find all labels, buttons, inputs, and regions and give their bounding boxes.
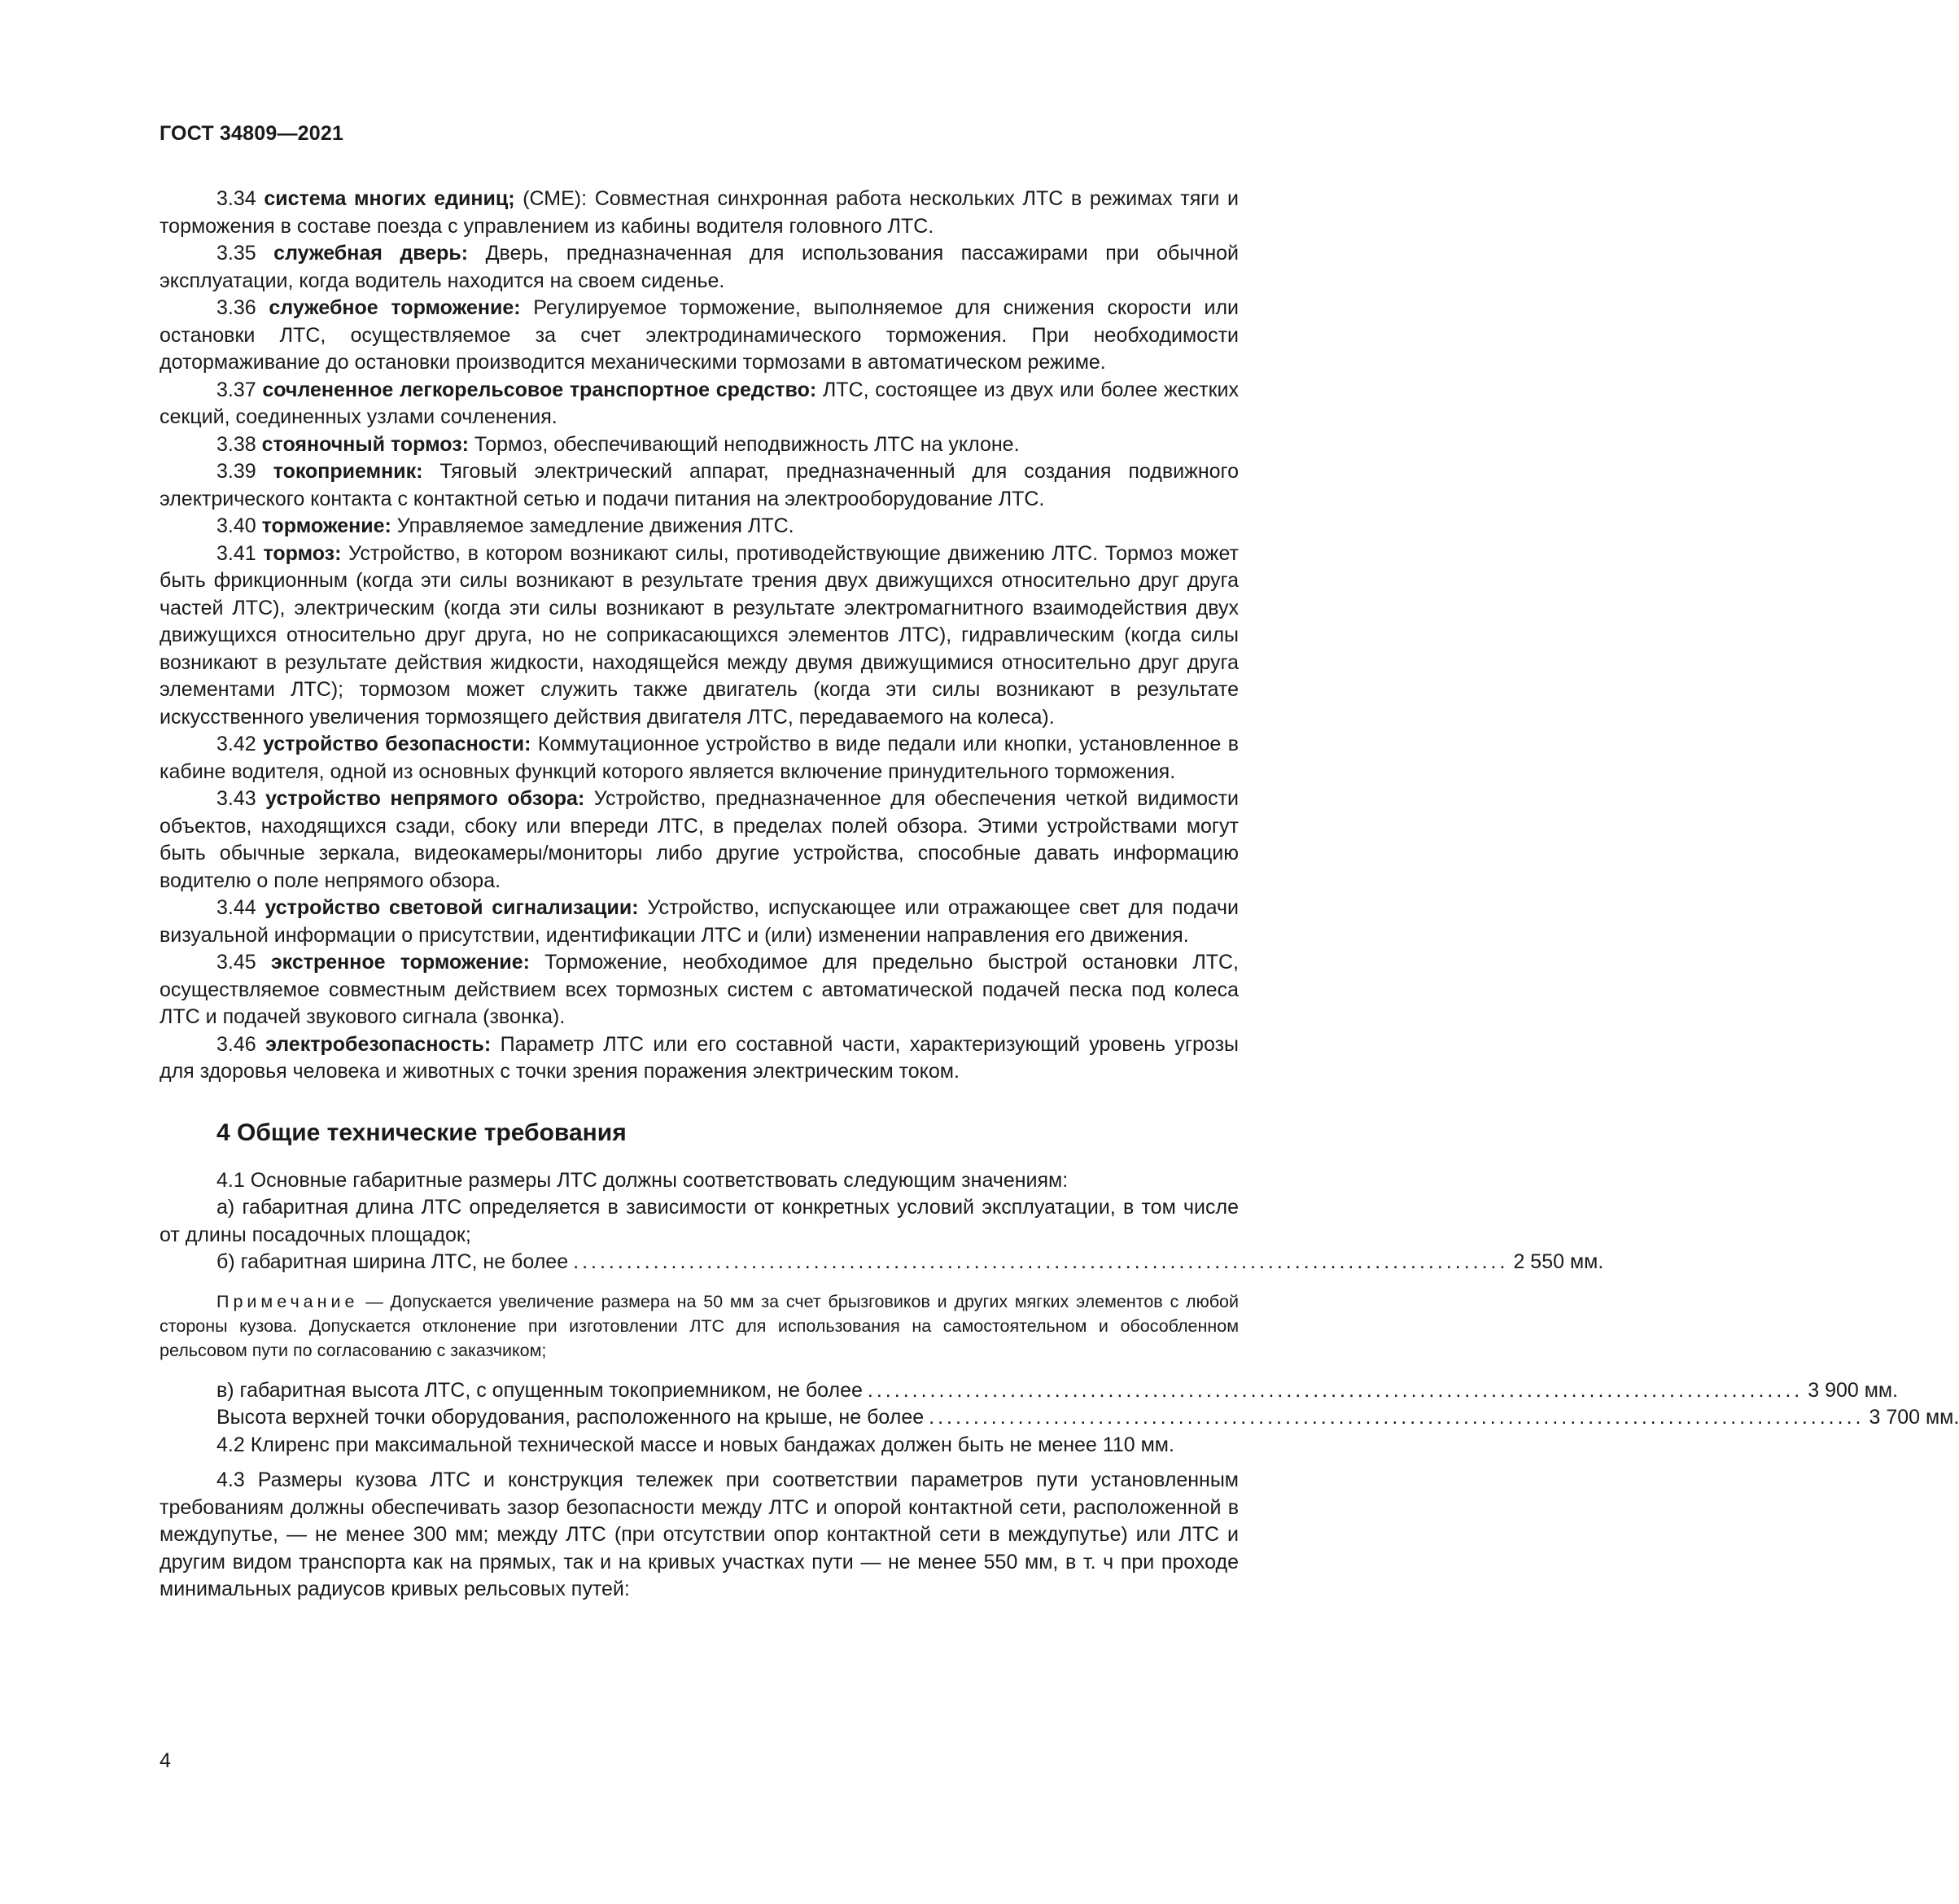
list-item-v-label: в) габаритная высота ЛТС, с опущенным токоприемником, не более: [216, 1378, 863, 1402]
term-number: 3.40: [216, 514, 256, 537]
term-text: (СМЕ): Совместная синхронная работа нескольких ЛТС в режимах тяги и торможения в составе поезда с управлением из кабины водителя головного ЛТС.: [160, 187, 1239, 238]
term-definition: [160, 731, 1239, 786]
term-text: Дверь, предназначенная для использования пассажирами при обычной эксплуатации, когда водитель находится на своем сиденье.: [160, 242, 1239, 292]
note-text: — Допускается увеличение размера на 50 мм за счет брызговиков и других мягких элементов с любой стороны кузова. Допускается отклонение при изготовлении ЛТС для использования на самостоятельном и обособленном рельсовом пути по согласованию с заказчиком;: [160, 1291, 1239, 1360]
list-item-v-value: 3 900 мм.: [1808, 1378, 1899, 1402]
term-definition: [160, 786, 1239, 895]
standard-code: ГОСТ 34809—2021: [160, 122, 344, 145]
paragraph-4-3: 4.3 Размеры кузова ЛТС и конструкция тележек при соответствии параметров пути установленным требованиям должны обеспечивать зазор безопасности между ЛТС и опорой контактной сети, расположенной в междупутье, — не менее 300 мм; между ЛТС (при отсутствии опор контактной сети в междупутье) или ЛТС и другим видом транспорта как на прямых, так и на кривых участках пути — не менее 550 мм, в т. ч при проходе минимальных радиусов кривых рельсовых путей:: [160, 1468, 1239, 1600]
roof-height-value: 3 700 мм.: [1869, 1406, 1959, 1429]
term-number: 3.43: [216, 787, 256, 810]
term-text: Регулируемое торможение, выполняемое для снижения скорости или остановки ЛТС, осуществляемое за счет электродинамического торможения. При необходимости дотормаживание до остановки производится механическими тормозами в автоматическом режиме.: [160, 296, 1239, 374]
term-number: 3.45: [216, 951, 256, 974]
term-name: тормоз:: [263, 541, 342, 565]
term-definition: [160, 949, 1239, 1031]
list-item-b: [160, 1249, 1604, 1276]
term-name: служебная дверь:: [273, 242, 469, 265]
term-name: система многих единиц;: [264, 187, 515, 210]
term-text: Устройство, предназначенное для обеспечения четкой видимости объектов, находящихся сзади, сбоку или впереди ЛТС, в пределах полей обзора. Этими устройствами могут быть обычные зеркала, видеокамеры/мониторы либо другие устройства, способные давать информацию водителю о поле непрямого обзора.: [160, 787, 1239, 892]
term-number: 3.35: [216, 242, 256, 265]
term-text: Устройство, в котором возникают силы, противодействующие движению ЛТС. Тормоз может быть фрикционным (когда эти силы возникают в результате трения двух движущихся относительно друг друга частей ЛТС), электрическим (когда эти силы возникают в результате электромагнитного взаимодействия двух движущихся относительно друг друга, но не соприкасающихся элементов ЛТС), гидравлическим (когда силы возникают в результате действия жидкости, находящейся между двумя движущимися относительно друг друга элементами ЛТС); тормозом может служить также двигатель (когда эти силы возникают в результате искусственного увеличения тормозящего действия двигателя ЛТС, передаваемого на колеса).: [160, 541, 1239, 729]
leader-dots: .........................................................................................................: [573, 1250, 1509, 1273]
roof-height-line: [160, 1404, 1959, 1432]
term-definition: [160, 1031, 1239, 1086]
term-number: 3.37: [216, 378, 256, 401]
page-content: [160, 186, 1959, 1604]
page-number: 4: [160, 1749, 171, 1772]
term-definition: [160, 541, 1239, 732]
term-name: стояночный тормоз:: [261, 432, 469, 456]
list-item-a: а) габаритная длина ЛТС определяется в зависимости от конкретных условий эксплуатации, в том числе от длины посадочных площадок;: [160, 1196, 1239, 1246]
term-text: Коммутационное устройство в виде педали или кнопки, установленное в кабине водителя, одной из основных функций которого является включение принудительного торможения.: [160, 733, 1239, 783]
term-number: 3.36: [216, 296, 256, 319]
term-definition: [160, 186, 1239, 240]
section-title: 4 Общие технические требования: [216, 1118, 627, 1146]
term-name: экстренное торможение:: [270, 951, 530, 974]
term-definition: [160, 513, 1239, 541]
term-text: Торможение, необходимое для предельно быстрой остановки ЛТС, осуществляемое совместным действием всех тормозных систем с автоматической подачей песка под колеса ЛТС и подачей звукового сигнала (звонка).: [160, 951, 1239, 1028]
paragraph-4-2: 4.2 Клиренс при максимальной технической массе и новых бандажах должен быть не менее 110 мм.: [216, 1433, 1174, 1456]
term-number: 3.41: [216, 541, 256, 565]
terms-list: [160, 186, 1239, 1086]
term-text: Управляемое замедление движения ЛТС.: [391, 514, 794, 537]
term-text: Параметр ЛТС или его составной части, характеризующий уровень угрозы для здоровья человека и животных с точки зрения поражения электрическим током.: [160, 1032, 1239, 1083]
term-text: Тормоз, обеспечивающий неподвижность ЛТС на уклоне.: [468, 432, 1020, 456]
note: [160, 1289, 1239, 1363]
term-name: торможение:: [261, 514, 391, 537]
list-item-v: [160, 1377, 1899, 1405]
term-definition: [160, 431, 1239, 459]
term-definition: [160, 458, 1239, 513]
term-number: 3.44: [216, 896, 256, 919]
term-name: устройство непрямого обзора:: [265, 787, 585, 810]
term-name: устройство безопасности:: [263, 733, 531, 755]
roof-height-label: Высота верхней точки оборудования, расположенного на крыше, не более: [216, 1406, 925, 1429]
term-name: устройство световой сигнализации:: [265, 896, 639, 919]
paragraph-4-1: 4.1 Основные габаритные размеры ЛТС должны соответствовать следующим значениям:: [216, 1168, 1069, 1192]
term-number: 3.39: [216, 460, 256, 483]
list-item-b-label: б) габаритная ширина ЛТС, не более: [216, 1250, 569, 1273]
term-name: электробезопасность:: [265, 1032, 492, 1056]
term-definition: [160, 895, 1239, 949]
term-text: ЛТС, состоящее из двух или более жестких секций, соединенных узлами сочленения.: [160, 378, 1239, 428]
term-definition: [160, 240, 1239, 295]
list-item-b-value: 2 550 мм.: [1513, 1250, 1604, 1273]
term-text: Устройство, испускающее или отражающее свет для подачи визуальной информации о присутствии, идентификации ЛТС и (или) изменении направления его движения.: [160, 896, 1239, 947]
term-number: 3.46: [216, 1032, 256, 1056]
term-definition: [160, 295, 1239, 377]
term-number: 3.34: [216, 187, 256, 210]
term-number: 3.38: [216, 432, 256, 456]
term-definition: [160, 377, 1239, 431]
term-text: Тяговый электрический аппарат, предназначенный для создания подвижного электрического контакта с контактной сетью и подачи питания на электрооборудование ЛТС.: [160, 460, 1239, 510]
term-name: токоприемник:: [273, 460, 423, 483]
term-name: служебное торможение:: [269, 296, 521, 319]
leader-dots: .........................................................................................................: [867, 1378, 1804, 1402]
term-name: сочлененное легкорельсовое транспортное средство:: [262, 378, 817, 401]
leader-dots: .........................................................................................................: [929, 1406, 1865, 1429]
note-label: Примечание: [216, 1291, 359, 1311]
term-number: 3.42: [216, 733, 256, 755]
